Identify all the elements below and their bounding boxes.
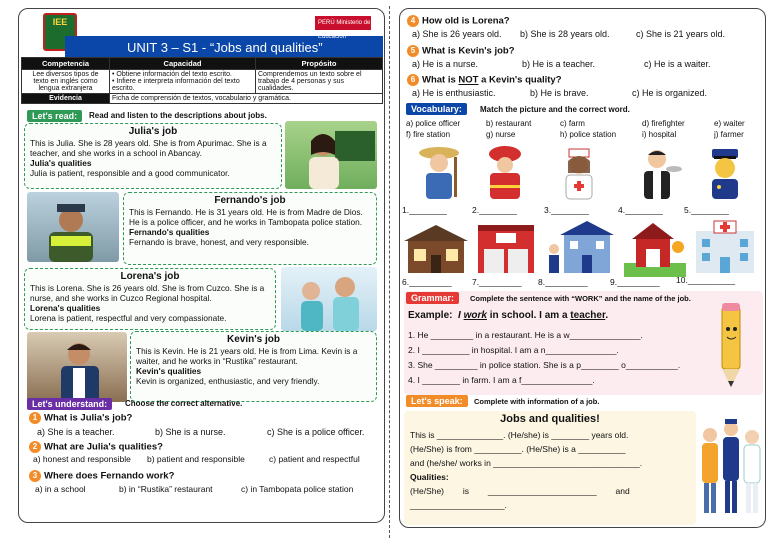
grammar-tag: Grammar: [406,292,459,304]
col-header-capacidad: Capacidad [110,58,256,70]
speak-line-1[interactable]: This is ______________. (He/she) is ________ years old. [410,430,629,440]
lorena-card: Lorena's job This is Lorena. She is 26 years old. She is from Cuzco. She is a nurse, and she works in Cuzco Regional hospital. Lorena's qualities Lorena is patient, respectful and very compassionate. [24,268,276,330]
capacidad-cell: • Obtiene información del texto escrito. • Infiere e interpreta información del texto escrito. [110,70,256,94]
competency-table [21,57,383,104]
speak-qualities-label: Qualities: [410,472,449,482]
blank-2[interactable]: 2.________ [472,205,517,215]
q2-option-a[interactable]: a) honest and responsible [33,454,131,464]
waiter-picture[interactable] [632,143,682,203]
pencil-character-icon [712,301,750,393]
word-e: e) waiter [714,119,745,128]
speak-line-2[interactable]: (He/She) is from __________. (He/She) is a __________ [410,444,626,454]
kevin-card: Kevin's job This is Kevin. He is 21 years old. He is from Lima. Kevin is a waiter, and he works in “Rustika” restaurant. Kevin's qualities Kevin is organized, enthusiastic, and very friendly. [130,331,377,402]
grammar-line-2[interactable]: 2. I __________ in hospital. I am a n_______________. [408,345,619,355]
question-1: 1 What is Julia's job? [29,412,132,424]
grammar-line-1[interactable]: 1. He _________ in a restaurant. He is a w_______________. [408,330,643,340]
blank-4[interactable]: 4.________ [618,205,663,215]
word-h: h) police station [560,130,617,139]
q1-option-c[interactable]: c) She is a police officer. [267,427,365,437]
q3-option-a[interactable]: a) in a school [35,484,86,494]
col-header-competencia: Competencia [22,58,110,70]
vocabulary-instruction: Match the picture and the correct word. [480,105,630,114]
blank-3[interactable]: 3.________ [544,205,589,215]
farm-picture[interactable] [624,219,686,277]
left-worksheet-page [18,8,385,523]
question-2: 2 What are Julia's qualities? [29,441,163,453]
q5-option-a[interactable]: a) He is a nurse. [412,59,479,69]
restaurant-picture[interactable] [404,219,468,277]
question-3: 3 Where does Fernando work? [29,470,174,482]
lorena-photo [281,267,377,331]
firefighter-picture[interactable] [480,143,530,203]
q6-option-b[interactable]: b) He is brave. [530,88,589,98]
blank-8[interactable]: 8._________ [538,277,588,287]
blank-10[interactable]: 10.__________ [676,275,736,285]
proposito-cell: Comprendemos un texto sobre el trabajo de 4 personas y sus cualidades. [256,70,383,94]
blank-5[interactable]: 5.________ [684,205,729,215]
vocabulary-tag: Vocabulary: [406,103,467,115]
question-4: 4 How old is Lorena? [407,15,510,27]
blank-6[interactable]: 6._________ [402,277,452,287]
page-divider [389,6,390,538]
evidencia-label: Evidencia [22,94,110,104]
fire-station-picture[interactable] [474,219,538,277]
school-logo: IEE [43,13,77,51]
q3-option-b[interactable]: b) in “Rustika” restaurant [119,484,213,494]
word-j: j) farmer [714,130,744,139]
police-station-picture[interactable] [546,219,620,277]
word-d: d) firefighter [642,119,685,128]
speak-line-5[interactable]: (He/She) is _______________________ and [410,486,630,496]
blank-1[interactable]: 1.________ [402,205,447,215]
q4-option-a[interactable]: a) She is 26 years old. [412,29,502,39]
fernando-photo [27,192,119,262]
hospital-picture[interactable] [692,219,758,277]
grammar-line-3[interactable]: 3. She _________ in police station. She is a p________ o___________. [408,360,681,370]
word-c: c) farm [560,119,585,128]
fernando-card: Fernando's job This is Fernando. He is 31 years old. He is from Madre de Dios. He is a police officer, and he works in Tambopata police station. Fernando's qualities Fernando is brave, honest, and very responsible. [123,192,377,265]
julia-photo [285,121,377,189]
ministry-logo: PERÚ Ministerio de Educación [315,16,371,30]
unit-title: UNIT 3 – S1 - “Jobs and qualities” [65,36,383,59]
word-f: f) fire station [406,130,451,139]
question-5: 5 What is Kevin's job? [407,45,515,57]
q4-option-c[interactable]: c) She is 21 years old. [636,29,726,39]
julia-card: Julia's job This is Julia. She is 28 years old. She is from Apurimac. She is a teacher, and she works in a school in Abancay. Julia's qualities Julia is patient, responsible and a good communicator. [24,123,282,189]
workers-group-illustration [698,413,764,523]
q2-option-b[interactable]: b) patient and responsible [147,454,245,464]
question-6: 6 What is NOT a Kevin's quality? [407,74,562,86]
lets-read-tag: Let's read: [27,110,82,122]
farmer-picture[interactable] [414,143,464,203]
q3-option-c[interactable]: c) in Tambopata police station [241,484,354,494]
q4-option-b[interactable]: b) She is 28 years old. [520,29,610,39]
lets-understand-tag: Let's understand: [27,398,112,410]
q5-option-b[interactable]: b) He is a teacher. [522,59,596,69]
speak-line-6[interactable]: ____________________. [410,500,507,510]
grammar-line-4[interactable]: 4. I ________ in farm. I am a f_______________. [408,375,595,385]
evidencia-cell: Ficha de comprensión de textos, vocabulario y gramática. [110,94,383,104]
q5-option-c[interactable]: c) He is a waiter. [644,59,711,69]
speak-line-3[interactable]: and (he/she/ works in _______________________________. [410,458,643,468]
q2-option-c[interactable]: c) patient and respectful [269,454,360,464]
grammar-example: Example: I work in school. I am a teacher. [408,310,609,321]
lets-speak-title: Jobs and qualities! [500,413,600,425]
word-g: g) nurse [486,130,516,139]
competencia-cell: Lee diversos tipos de texto en inglés como lengua extranjera [22,70,110,94]
lets-speak-tag: Let's speak: [406,395,468,407]
col-header-proposito: Propósito [256,58,383,70]
police-officer-picture[interactable] [700,143,750,203]
right-worksheet-page [399,8,766,528]
q1-option-b[interactable]: b) She is a nurse. [155,427,226,437]
lets-speak-instruction: Complete with information of a job. [474,397,600,406]
lets-read-instruction: Read and listen to the descriptions about jobs. [89,111,267,120]
blank-9[interactable]: 9._________ [610,277,660,287]
grammar-instruction: Complete the sentence with “WORK” and the name of the job. [470,294,691,303]
word-i: i) hospital [642,130,677,139]
lets-understand-instruction: Choose the correct alternative. [125,399,243,408]
blank-7[interactable]: 7._________ [472,277,522,287]
q6-option-c[interactable]: c) He is organized. [632,88,708,98]
q1-option-a[interactable]: a) She is a teacher. [37,427,115,437]
q6-option-a[interactable]: a) He is enthusiastic. [412,88,496,98]
kevin-photo [27,332,127,402]
word-b: b) restaurant [486,119,532,128]
word-a: a) police officer [406,119,461,128]
nurse-picture[interactable] [554,143,604,203]
